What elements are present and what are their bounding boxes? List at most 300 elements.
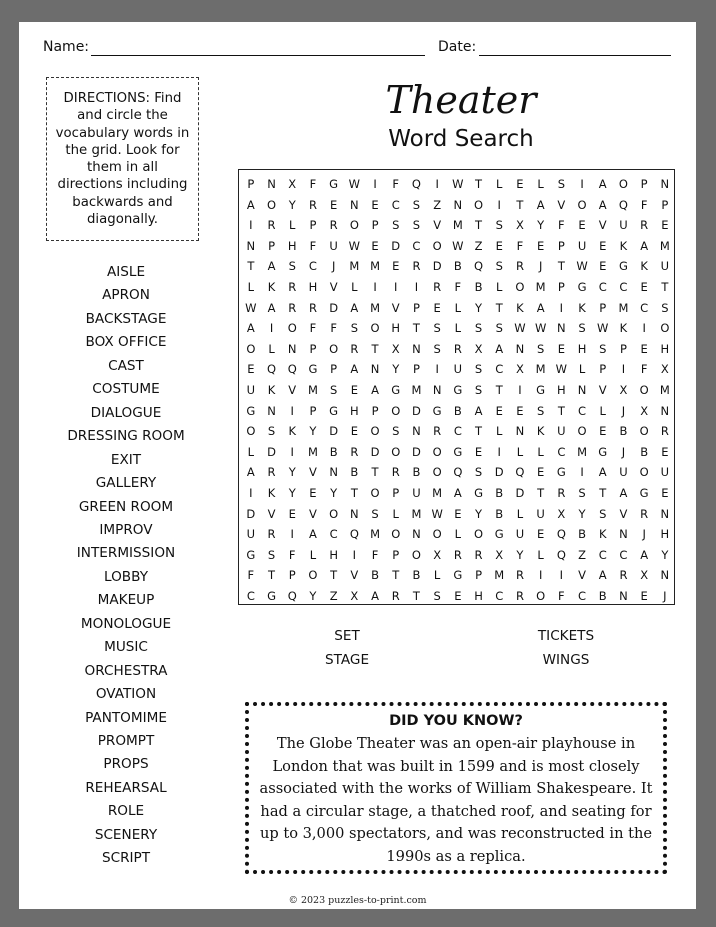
grid-letter[interactable]: I [538,568,543,583]
grid-letter[interactable]: O [308,568,318,583]
grid-letter[interactable]: N [660,403,670,418]
grid-letter[interactable]: U [577,238,587,253]
grid-letter[interactable]: Q [267,362,277,377]
grid-letter[interactable]: I [352,547,357,562]
grid-letter[interactable]: O [660,321,670,336]
grid-letter[interactable]: Z [433,197,442,212]
grid-letter[interactable]: S [433,321,441,336]
grid-letter[interactable]: W [452,238,464,253]
grid-letter[interactable]: J [642,527,646,542]
grid-letter[interactable]: U [453,362,463,377]
grid-letter[interactable]: S [412,197,421,212]
grid-letter[interactable]: S [495,259,503,274]
grid-letter[interactable]: C [578,589,587,603]
grid-letter[interactable]: F [516,238,524,253]
grid-letter[interactable]: I [249,218,253,233]
grid-letter[interactable]: P [619,341,627,356]
grid-letter[interactable]: Z [329,589,338,603]
grid-letter[interactable]: B [619,424,628,439]
grid-letter[interactable]: P [640,177,648,191]
grid-letter[interactable]: S [661,300,669,315]
grid-letter[interactable]: P [599,300,607,315]
grid-letter[interactable]: H [350,403,359,418]
grid-letter[interactable]: L [578,362,586,377]
grid-letter[interactable]: A [246,465,255,480]
grid-letter[interactable]: K [578,300,586,315]
grid-letter[interactable]: S [599,341,607,356]
grid-letter[interactable]: T [412,589,420,603]
grid-letter[interactable]: O [432,465,442,480]
grid-letter[interactable]: E [661,444,669,459]
grid-letter[interactable]: G [432,403,442,418]
grid-letter[interactable]: I [580,177,584,191]
grid-letter[interactable]: H [308,280,318,294]
grid-letter[interactable]: R [619,568,628,583]
grid-letter[interactable]: A [536,300,545,315]
grid-letter[interactable]: I [249,486,253,500]
grid-letter[interactable]: J [663,589,667,603]
grid-letter[interactable]: X [350,589,359,603]
grid-letter[interactable]: R [267,465,276,480]
grid-letter[interactable]: R [350,341,359,356]
grid-letter[interactable]: G [494,527,504,542]
grid-letter[interactable]: O [432,527,442,542]
grid-letter[interactable]: R [412,259,421,274]
grid-letter[interactable]: B [474,280,483,294]
grid-letter[interactable]: X [495,547,504,562]
grid-letter[interactable]: E [516,403,524,418]
grid-letter[interactable]: L [496,280,503,294]
grid-letter[interactable]: G [536,383,546,397]
grid-letter[interactable]: E [350,383,358,397]
grid-letter[interactable]: E [392,259,400,274]
grid-letter[interactable]: L [268,341,275,356]
grid-letter[interactable]: V [578,568,586,583]
grid-letter[interactable]: O [287,321,297,336]
grid-letter[interactable]: Y [288,465,296,480]
grid-letter[interactable]: K [598,527,607,542]
grid-letter[interactable]: E [433,300,441,315]
grid-letter[interactable]: R [391,589,400,603]
grid-letter[interactable]: O [577,197,587,212]
grid-letter[interactable]: C [619,280,628,294]
grid-letter[interactable]: R [557,486,566,500]
grid-letter[interactable]: T [247,259,255,274]
grid-letter[interactable]: A [309,527,317,542]
grid-letter[interactable]: T [495,300,503,315]
grid-letter[interactable]: W [245,300,257,315]
grid-letter[interactable]: B [598,589,607,603]
grid-letter[interactable]: E [661,486,669,500]
grid-letter[interactable]: S [536,403,545,418]
grid-letter[interactable]: E [474,444,483,459]
grid-letter[interactable]: Y [475,300,483,315]
grid-letter[interactable]: E [371,238,379,253]
grid-letter[interactable]: C [453,424,462,439]
grid-letter[interactable]: G [556,465,566,480]
grid-letter[interactable]: S [495,218,503,233]
grid-letter[interactable]: C [598,547,607,562]
grid-letter[interactable]: D [370,444,380,459]
grid-letter[interactable]: S [557,177,565,191]
grid-letter[interactable]: O [536,589,546,603]
grid-letter[interactable]: U [412,486,421,500]
grid-letter[interactable]: O [618,177,628,191]
grid-letter[interactable]: E [516,177,524,191]
grid-letter[interactable]: I [497,444,501,459]
grid-letter[interactable]: R [288,300,297,315]
grid-letter[interactable]: T [475,177,483,191]
grid-letter[interactable]: U [557,424,566,439]
grid-letter[interactable]: C [391,197,400,212]
grid-letter[interactable]: P [309,403,317,418]
grid-letter[interactable]: I [290,444,294,459]
grid-letter[interactable]: U [246,527,256,542]
grid-letter[interactable]: U [246,383,256,397]
grid-letter[interactable]: R [433,424,442,439]
grid-letter[interactable]: R [640,218,649,233]
grid-letter[interactable]: H [474,589,483,603]
grid-letter[interactable]: E [330,197,338,212]
grid-letter[interactable]: Q [515,465,525,480]
grid-letter[interactable]: A [598,177,607,191]
grid-letter[interactable]: C [598,280,607,294]
grid-letter[interactable]: Y [330,486,338,500]
grid-letter[interactable]: O [432,238,442,253]
grid-letter[interactable]: L [454,300,462,315]
grid-letter[interactable]: D [329,300,339,315]
grid-letter[interactable]: R [474,547,483,562]
grid-letter[interactable]: G [453,568,463,583]
grid-letter[interactable]: C [495,362,504,377]
grid-letter[interactable]: W [348,238,361,253]
grid-letter[interactable]: V [267,506,276,521]
grid-letter[interactable]: S [350,321,358,336]
grid-letter[interactable]: I [559,568,564,583]
grid-letter[interactable]: R [350,444,359,459]
grid-letter[interactable]: B [412,568,421,583]
grid-letter[interactable]: T [599,486,607,500]
grid-letter[interactable]: E [557,341,565,356]
grid-letter[interactable]: B [371,568,379,583]
grid-letter[interactable]: R [515,259,524,274]
grid-letter[interactable]: M [577,444,587,459]
grid-letter[interactable]: L [309,547,317,562]
grid-letter[interactable]: K [640,259,648,274]
grid-letter[interactable]: C [246,589,255,603]
grid-letter[interactable]: G [618,259,628,274]
grid-letter[interactable]: F [640,197,648,212]
grid-letter[interactable]: C [619,547,628,562]
grid-letter[interactable]: N [577,383,587,397]
grid-letter[interactable]: S [288,259,296,274]
grid-letter[interactable]: F [558,589,565,603]
grid-letter[interactable]: V [433,218,442,233]
grid-letter[interactable]: X [640,568,649,583]
grid-letter[interactable]: V [557,197,566,212]
grid-letter[interactable]: P [661,197,669,212]
grid-letter[interactable]: K [267,280,276,294]
grid-letter[interactable]: A [598,197,607,212]
grid-letter[interactable]: E [537,238,545,253]
grid-letter[interactable]: R [329,218,338,233]
grid-letter[interactable]: T [371,341,379,356]
grid-letter[interactable]: F [371,547,379,562]
grid-letter[interactable]: A [267,300,276,315]
grid-letter[interactable]: H [660,341,670,356]
grid-letter[interactable]: R [660,424,669,439]
grid-letter[interactable]: B [412,465,421,480]
grid-letter[interactable]: A [350,362,359,377]
grid-letter[interactable]: S [536,341,545,356]
grid-letter[interactable]: G [329,177,339,191]
grid-letter[interactable]: K [267,486,276,500]
grid-letter[interactable]: A [371,383,379,397]
grid-letter[interactable]: Q [453,465,463,480]
grid-letter[interactable]: D [412,403,421,418]
grid-letter[interactable]: V [391,300,400,315]
grid-letter[interactable]: R [433,280,442,294]
grid-letter[interactable]: N [432,383,442,397]
grid-letter[interactable]: E [640,341,648,356]
grid-letter[interactable]: S [267,547,276,562]
grid-letter[interactable]: X [619,383,628,397]
grid-letter[interactable]: C [412,238,421,253]
grid-letter[interactable]: I [435,362,439,377]
grid-letter[interactable]: O [577,424,587,439]
grid-letter[interactable]: R [308,197,317,212]
grid-letter[interactable]: I [269,321,274,336]
grid-letter[interactable]: P [412,300,420,315]
grid-letter[interactable]: M [349,259,360,274]
grid-letter[interactable]: R [288,280,297,294]
grid-letter[interactable]: D [246,506,256,521]
grid-letter[interactable]: M [535,280,546,294]
grid-letter[interactable]: B [329,444,338,459]
grid-letter[interactable]: T [516,197,524,212]
grid-letter[interactable]: S [433,341,441,356]
grid-letter[interactable]: P [557,238,565,253]
grid-letter[interactable]: U [536,506,545,521]
grid-letter[interactable]: P [392,486,400,500]
grid-letter[interactable]: L [599,403,606,418]
grid-letter[interactable]: M [494,568,505,583]
grid-letter[interactable]: Q [287,362,297,377]
grid-letter[interactable]: T [557,259,565,274]
grid-letter[interactable]: E [640,589,648,603]
grid-letter[interactable]: O [246,424,256,439]
grid-letter[interactable]: G [308,362,318,377]
grid-letter[interactable]: R [391,465,400,480]
grid-letter[interactable]: T [557,403,565,418]
grid-letter[interactable]: R [453,547,462,562]
grid-letter[interactable]: N [660,177,670,191]
grid-letter[interactable]: N [515,341,525,356]
grid-letter[interactable]: D [515,486,525,500]
grid-letter[interactable]: N [453,197,463,212]
grid-letter[interactable]: O [474,197,484,212]
grid-letter[interactable]: Y [309,424,317,439]
grid-letter[interactable]: B [578,527,586,542]
grid-letter[interactable]: A [371,589,379,603]
grid-letter[interactable]: L [247,444,255,459]
grid-letter[interactable]: P [309,341,317,356]
grid-letter[interactable]: K [619,238,628,253]
grid-letter[interactable]: I [580,465,584,480]
grid-letter[interactable]: X [660,362,669,377]
grid-letter[interactable]: X [288,177,297,191]
grid-letter[interactable]: N [660,568,670,583]
grid-letter[interactable]: E [309,486,317,500]
grid-letter[interactable]: I [559,300,564,315]
grid-letter[interactable]: O [639,424,649,439]
grid-letter[interactable]: O [515,280,525,294]
grid-letter[interactable]: Y [309,589,317,603]
grid-letter[interactable]: Y [661,547,669,562]
grid-letter[interactable]: W [348,177,361,191]
grid-letter[interactable]: I [518,383,522,397]
grid-letter[interactable]: E [495,238,503,253]
grid-letter[interactable]: D [329,424,339,439]
grid-letter[interactable]: M [411,506,422,521]
grid-letter[interactable]: Y [516,547,524,562]
grid-letter[interactable]: R [640,506,649,521]
grid-letter[interactable]: D [267,444,276,459]
grid-letter[interactable]: F [309,321,317,336]
grid-letter[interactable]: P [371,218,379,233]
grid-letter[interactable]: N [515,424,525,439]
grid-letter[interactable]: S [474,465,483,480]
grid-letter[interactable]: N [660,506,670,521]
grid-letter[interactable]: N [412,341,421,356]
grid-letter[interactable]: P [599,362,607,377]
grid-letter[interactable]: Z [474,238,483,253]
grid-letter[interactable]: L [351,280,358,294]
grid-letter[interactable]: N [246,238,256,253]
grid-letter[interactable]: D [391,238,401,253]
grid-letter[interactable]: F [330,321,337,336]
grid-letter[interactable]: L [516,444,524,459]
grid-letter[interactable]: G [577,280,587,294]
grid-letter[interactable]: E [599,424,607,439]
grid-letter[interactable]: T [475,218,483,233]
grid-letter[interactable]: B [495,506,504,521]
grid-letter[interactable]: F [309,177,317,191]
grid-letter[interactable]: U [515,527,525,542]
grid-letter[interactable]: S [474,321,483,336]
grid-letter[interactable]: O [267,197,277,212]
grid-letter[interactable]: L [496,424,503,439]
grid-letter[interactable]: X [640,403,649,418]
grid-letter[interactable]: H [329,547,338,562]
grid-letter[interactable]: V [309,506,317,521]
grid-letter[interactable]: X [515,362,524,377]
grid-letter[interactable]: M [370,527,380,542]
grid-letter[interactable]: A [536,197,545,212]
grid-letter[interactable]: S [392,424,400,439]
grid-letter[interactable]: G [267,589,276,603]
grid-letter[interactable]: T [661,280,669,294]
grid-letter[interactable]: S [495,321,503,336]
grid-letter[interactable]: N [350,506,359,521]
grid-letter[interactable]: L [289,218,296,233]
grid-letter[interactable]: S [474,362,483,377]
grid-letter[interactable]: F [640,362,648,377]
grid-letter[interactable]: J [331,259,336,274]
grid-letter[interactable]: M [307,444,318,459]
grid-letter[interactable]: N [267,177,276,191]
grid-letter[interactable]: S [599,506,607,521]
grid-letter[interactable]: L [392,506,399,521]
grid-letter[interactable]: V [619,506,628,521]
grid-letter[interactable]: C [495,589,504,603]
grid-letter[interactable]: I [290,403,294,418]
grid-letter[interactable]: G [391,383,401,397]
grid-letter[interactable]: S [267,424,276,439]
grid-letter[interactable]: G [453,444,463,459]
grid-letter[interactable]: E [247,362,255,377]
grid-letter[interactable]: O [329,506,339,521]
grid-letter[interactable]: E [495,403,503,418]
grid-letter[interactable]: E [537,465,545,480]
grid-letter[interactable]: C [578,403,587,418]
grid-letter[interactable]: M [452,218,463,233]
grid-letter[interactable]: O [246,341,256,356]
grid-letter[interactable]: I [414,280,419,294]
grid-letter[interactable]: I [373,177,377,191]
grid-letter[interactable]: C [329,527,338,542]
grid-letter[interactable]: V [309,465,317,480]
grid-letter[interactable]: L [454,527,462,542]
grid-letter[interactable]: L [537,444,544,459]
grid-letter[interactable]: T [350,486,358,500]
grid-letter[interactable]: E [350,424,358,439]
grid-letter[interactable]: E [599,238,607,253]
grid-letter[interactable]: G [474,486,483,500]
grid-letter[interactable]: B [640,444,649,459]
grid-letter[interactable]: G [329,403,339,418]
grid-letter[interactable]: D [494,465,504,480]
grid-letter[interactable]: Y [578,506,586,521]
grid-letter[interactable]: X [433,547,442,562]
grid-letter[interactable]: I [394,280,398,294]
grid-letter[interactable]: M [307,383,318,397]
grid-letter[interactable]: J [621,444,626,459]
grid-letter[interactable]: S [433,589,441,603]
grid-letter[interactable]: T [371,465,379,480]
grid-letter[interactable]: M [618,300,629,315]
grid-letter[interactable]: G [598,444,608,459]
grid-letter[interactable]: L [516,506,524,521]
grid-letter[interactable]: A [267,259,276,274]
grid-letter[interactable]: B [453,403,462,418]
grid-letter[interactable]: X [515,218,524,233]
grid-letter[interactable]: W [597,321,609,336]
grid-letter[interactable]: O [474,527,484,542]
grid-letter[interactable]: T [412,321,420,336]
grid-letter[interactable]: D [412,444,421,459]
grid-letter[interactable]: P [475,568,482,583]
grid-letter[interactable]: Y [288,197,296,212]
grid-letter[interactable]: S [578,321,586,336]
grid-letter[interactable]: V [598,383,607,397]
grid-letter[interactable]: U [660,259,670,274]
grid-letter[interactable]: L [454,321,462,336]
grid-letter[interactable]: O [349,218,359,233]
grid-letter[interactable]: Y [475,506,483,521]
grid-letter[interactable]: J [621,403,626,418]
grid-letter[interactable]: H [660,527,670,542]
